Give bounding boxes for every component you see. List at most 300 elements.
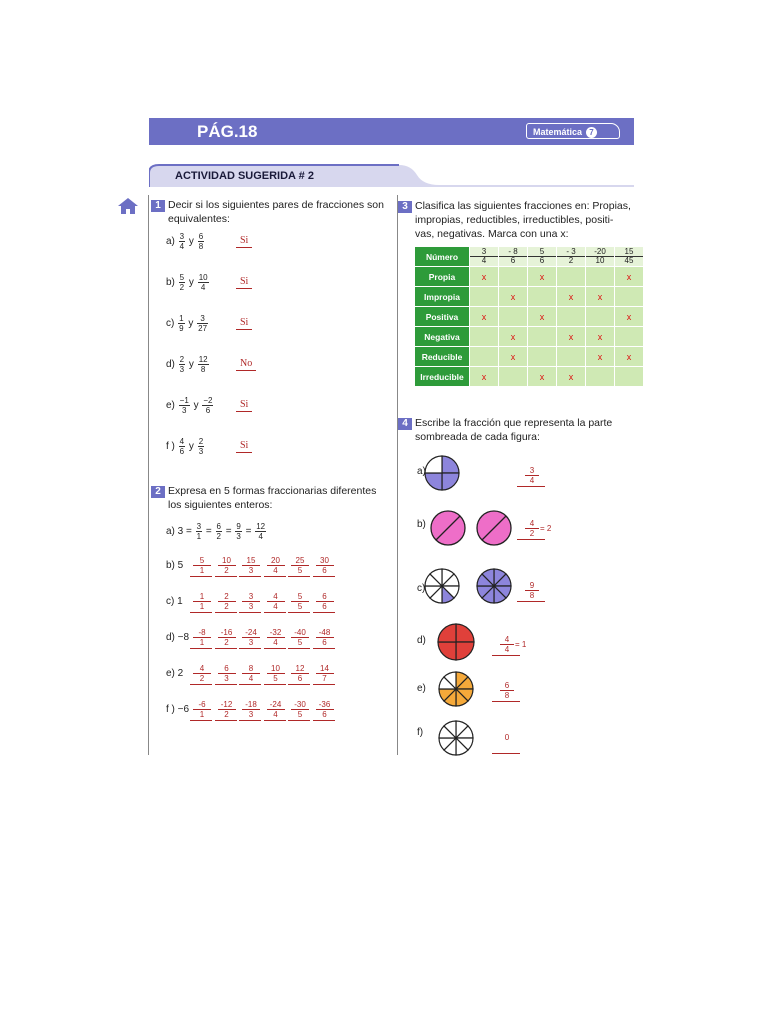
q2-example-fraction-den: 3 [236,532,241,541]
q1-fraction-b-num: 10 [198,273,208,282]
q2-answer-num: 20 [267,556,285,566]
q2-answer-fraction [218,556,236,575]
table-row-header: Reducible [415,347,470,367]
q4-answer-den: 8 [504,691,510,700]
table-cell-mark: x [499,327,528,347]
table-row [415,307,644,327]
subject-label: Matemática [533,127,583,137]
q2-answer-underline [215,648,237,649]
q4-answer-num: 4 [525,519,539,529]
q1-fraction-a-den: 4 [179,242,185,251]
table-cell-mark [470,327,499,347]
q2-answer-fraction [193,628,211,647]
q1-fraction-a-num: 5 [179,273,185,282]
q1-line1: Decir si los siguientes pares de fracciones son [168,199,384,211]
q1-answer: Si [236,235,252,248]
q2-answer-fraction [316,628,334,647]
q1-answer: No [236,358,256,371]
q2-example-fraction-den: 2 [216,532,221,541]
q1-fraction-b-den: 4 [200,283,206,292]
q2-answer-underline [313,684,335,685]
q3-line1: Clasifica las siguientes fracciones en: Propias, [415,200,631,212]
column-fraction [528,248,556,265]
q1-item [166,273,210,292]
q2-row-label: f ) −6 [166,704,190,715]
equals-sign: = [242,526,255,538]
q1-item [166,437,205,456]
q2-answer-den: 5 [297,566,303,575]
q2-answer-num: 14 [316,664,334,674]
q1-item-label: e) [166,400,178,412]
q4-answer-underline [517,601,545,602]
q1-fraction-a-num: 4 [179,437,185,446]
q2-answer-fraction [193,592,211,611]
table-row-header: Positiva [415,307,470,327]
column-fraction-num: - 8 [499,248,527,257]
q4-answer-den: 2 [529,529,535,538]
table-column-fraction [528,247,557,267]
circle-halves-figure-2 [475,509,513,547]
q2-answer-den: 4 [248,674,254,683]
q2-answer-underline [190,612,212,613]
q2-answer-den: 2 [224,710,229,719]
q1-fraction-a [178,314,184,333]
q2-example [166,522,267,541]
q2-answer-den: 3 [248,638,254,647]
page-header [149,118,634,145]
table-cell-mark [586,367,615,387]
q2-answer-underline [313,720,335,721]
question-2-number: 2 [151,486,165,498]
q1-fraction-a [179,232,185,251]
q2-answer-num: 3 [242,592,260,602]
q2-answer-num: -30 [291,700,309,710]
circle-eighths-empty-figure [437,719,475,757]
table-cell-mark: x [528,307,557,327]
q1-fraction-b-num: 12 [198,355,208,364]
page-title: PÁG.18 [197,122,258,141]
q4-figure-label: f) [417,727,424,738]
table-row [415,367,644,387]
q4-answer-underline [517,486,545,487]
column-fraction [615,248,643,265]
column-fraction [557,248,585,265]
q1-fraction-a-num: 3 [179,232,185,241]
q2-answer-underline [264,648,286,649]
q2-answer-fraction [267,592,285,611]
table-cell-mark: x [470,307,499,327]
q1-fraction-a [179,396,190,415]
table-cell-mark [528,327,557,347]
column-fraction-den: 10 [595,256,605,265]
q4-answer-underline [517,539,545,540]
q2-answer-underline [313,576,335,577]
table-cell-mark: x [499,287,528,307]
q2-answer-fraction [218,700,236,719]
q2-answer-den: 2 [224,566,229,575]
q2-answer-underline [190,648,212,649]
table-cell-mark [615,367,644,387]
column-fraction-den: 6 [510,256,516,265]
table-cell-mark [586,267,615,287]
q2-line2: los siguientes enteros: [168,499,273,511]
q1-item-sep: y [186,236,197,248]
q2-example-fraction-num: 3 [196,522,202,531]
column-fraction-num: - 3 [557,248,585,257]
q2-answer-den: 6 [322,566,327,575]
table-column-fraction [499,247,528,267]
table-column-fraction [586,247,615,267]
q2-answer-underline [215,720,237,721]
question-2-text [168,484,376,512]
q2-answer-num: -18 [242,700,260,710]
q2-answer-fraction [242,664,260,683]
subject-number: 7 [586,127,597,138]
q2-answer-den: 3 [248,710,254,719]
table-cell-mark: x [557,367,586,387]
q1-fraction-a-num: 2 [179,355,185,364]
q2-answer-num: -24 [242,628,260,638]
table-cell-mark: x [470,267,499,287]
q2-answer-den: 2 [199,674,205,683]
q4-answer-extra: = 1 [515,640,527,649]
q2-example-fraction [196,522,202,541]
q1-fraction-a-num: 1 [179,314,184,323]
q2-answer-fraction [316,700,334,719]
subject-tab [526,123,620,139]
question-1-number: 1 [151,200,165,212]
q2-answer-den: 3 [248,602,254,611]
q4-answer-num: 4 [500,635,514,645]
table-row [415,267,644,287]
q1-fraction-b-den: 6 [205,406,211,415]
q1-item-label: a) [166,236,178,248]
q2-answer-den: 5 [297,602,303,611]
q4-answer-value: 0 [504,733,510,742]
q2-answer-underline [190,720,212,721]
q2-answer-num: 1 [193,592,211,602]
q2-answer-underline [288,684,310,685]
q2-example-fraction-den: 1 [196,532,202,541]
table-row-header: Impropia [415,287,470,307]
table-row [415,287,644,307]
table-cell-mark [499,367,528,387]
q2-answer-den: 7 [322,674,327,683]
q2-answer-den: 5 [297,638,303,647]
q2-answer-underline [190,576,212,577]
column-fraction-num: -20 [586,248,614,257]
q2-answer-num: -32 [267,628,285,638]
q4-answer-num: 3 [525,466,539,476]
circle-quarters-figure [423,454,461,492]
q2-answer-den: 2 [224,602,229,611]
column-fraction [499,248,527,265]
q2-answer-num: 4 [267,592,285,602]
q1-fraction-b [197,314,208,333]
q2-answer-num: 10 [267,664,285,674]
q1-fraction-b-den: 8 [198,242,204,251]
q2-example-fraction-num: 6 [216,522,221,531]
q2-answer-den: 6 [322,638,327,647]
q2-answer-den: 6 [322,602,327,611]
q2-answer-underline [264,612,286,613]
column-fraction [586,248,614,265]
table-row-header: Propia [415,267,470,287]
q2-example-fraction [235,522,241,541]
table-row-header: Irreducible [415,367,470,387]
q2-answer-num: 25 [291,556,309,566]
q4-answer-num: 6 [500,681,514,691]
table-cell-mark: x [586,287,615,307]
q2-answer-num: -24 [267,700,285,710]
q1-fraction-a [179,437,185,456]
q1-item-label: d) [166,359,178,371]
q2-row-label: e) 2 [166,668,184,679]
table-cell-mark: x [528,367,557,387]
q2-answer-den: 4 [273,602,278,611]
q2-example-fraction-num: 12 [256,522,266,531]
table-cell-mark [586,307,615,327]
q2-answer-underline [215,612,237,613]
q2-example-fraction [216,522,222,541]
classification-table [414,246,644,387]
column-fraction-num: 15 [615,248,643,257]
q2-answer-fraction [316,664,334,683]
q2-answer-fraction [218,628,236,647]
q2-answer-num: -12 [218,700,236,710]
q2-answer-underline [215,684,237,685]
q1-fraction-a-den: 3 [179,365,185,374]
q1-fraction-b-num: 3 [197,314,208,324]
q2-answer-underline [264,684,286,685]
q2-answer-underline [264,720,286,721]
table-cell-mark: x [615,347,644,367]
table-cell-mark [470,347,499,367]
q1-answer: Si [236,317,252,330]
q4-figure-label: c) [417,583,426,594]
table-cell-mark: x [615,307,644,327]
q1-fraction-b-num: 6 [198,232,204,241]
circle-eighths-figure-2 [475,567,513,605]
q2-answer-fraction [193,556,211,575]
q2-answer-num: 6 [218,664,236,674]
q2-answer-num: 6 [316,592,334,602]
circle-eighths-figure [423,567,461,605]
q4-figure-label: e) [417,683,426,694]
q1-fraction-a [179,355,185,374]
column-fraction [470,248,498,265]
equals-sign: = [222,526,235,538]
q2-answer-underline [264,576,286,577]
circle-halves-figure [429,509,467,547]
q2-answer-underline [288,720,310,721]
q1-fraction-a-den: 2 [179,283,185,292]
q1-answer: Si [236,399,252,412]
q1-item-sep: y [186,441,197,453]
q1-answer: Si [236,440,252,453]
q1-answer: Si [236,276,252,289]
q4-line1: Escribe la fracción que representa la parte [415,417,613,429]
q1-item-sep: y [186,277,197,289]
q2-answer-fraction [267,556,285,575]
q1-fraction-b-den: 27 [198,324,208,333]
question-3-text [415,199,631,241]
q4-answer-underline [492,701,520,702]
table-cell-mark [499,307,528,327]
q2-answer-den: 6 [297,674,303,683]
column-fraction-num: 3 [470,248,498,257]
q3-line2: impropias, reductibles, irreductibles, positi- [415,214,614,226]
q1-fraction-b [198,232,204,251]
table-cell-mark [499,267,528,287]
q2-answer-underline [239,612,261,613]
table-cell-mark [470,287,499,307]
q4-answer-underline [492,655,520,656]
column-fraction-den: 4 [481,256,487,265]
table-row [415,327,644,347]
q4-answer-underline [492,753,520,754]
table-cell-mark: x [557,287,586,307]
table-cell-mark [528,287,557,307]
q2-answer-num: -40 [291,628,309,638]
q1-fraction-b-num: −2 [203,396,213,405]
q2-answer-num: -6 [193,700,211,710]
q2-answer-fraction [291,664,309,683]
q2-answer-fraction [291,556,309,575]
q1-item-label: b) [166,277,178,289]
q2-answer-underline [313,612,335,613]
q2-answer-num: -48 [316,628,334,638]
q4-line2: sombreada de cada figura: [415,431,540,443]
table-cell-mark: x [586,347,615,367]
q1-item [166,314,209,333]
q1-fraction-a-den: 9 [179,324,184,333]
q2-example-fraction-den: 4 [258,532,263,541]
q4-figure-label: d) [417,635,426,646]
home-icon[interactable] [117,197,139,215]
q1-line2: equivalentes: [168,213,230,225]
q1-fraction-a [179,273,185,292]
table-cell-mark: x [470,367,499,387]
q1-fraction-a-den: 6 [179,447,185,456]
q2-answer-fraction [218,664,236,683]
q2-answer-underline [239,576,261,577]
q2-answer-underline [288,648,310,649]
table-cell-mark: x [528,267,557,287]
q1-item [166,396,214,415]
circle-quarters-red-figure [436,622,476,662]
q2-answer-fraction [267,628,285,647]
circle-eighths-orange-figure [437,670,475,708]
q1-fraction-b-num: 2 [198,437,204,446]
q2-example-label: a) 3 = [166,526,195,538]
q2-answer-num: 15 [242,556,260,566]
q2-example-fraction [255,522,266,541]
q2-answer-fraction [193,700,211,719]
column-fraction-den: 6 [539,256,545,265]
q2-answer-den: 1 [199,602,205,611]
column-fraction-num: 5 [528,248,556,257]
q2-answer-num: -36 [316,700,334,710]
q1-item [166,355,210,374]
q2-answer-num: -16 [218,628,236,638]
q4-answer-fraction [500,733,514,742]
q2-answer-underline [313,648,335,649]
q2-row-label: b) 5 [166,560,184,571]
q2-answer-underline [190,684,212,685]
q2-answer-den: 4 [273,566,278,575]
q2-answer-num: 4 [193,664,211,674]
q2-answer-den: 3 [248,566,254,575]
q2-answer-fraction [242,556,260,575]
q2-answer-den: 5 [273,674,278,683]
q1-fraction-a-den: 3 [182,406,187,415]
table-cell-mark [615,287,644,307]
column-fraction-den: 2 [568,256,574,265]
q2-answer-num: 5 [193,556,211,566]
q2-answer-fraction [316,556,334,575]
q4-answer-den: 4 [504,645,510,654]
table-cell-mark [557,267,586,287]
q1-item-sep: y [190,400,202,412]
q2-answer-fraction [291,700,309,719]
center-column-rule [397,195,398,755]
q1-fraction-b [202,396,213,415]
table-row [415,247,644,267]
q2-answer-fraction [316,592,334,611]
q2-answer-underline [288,612,310,613]
q4-answer-den: 4 [529,476,535,485]
q4-answer-extra: = 2 [540,524,552,533]
q2-example-fraction-num: 9 [236,522,241,531]
q2-answer-den: 3 [224,674,229,683]
q2-answer-num: 30 [316,556,334,566]
table-cell-mark: x [615,267,644,287]
q2-answer-den: 1 [199,710,205,719]
q2-answer-fraction [193,664,211,683]
q2-answer-den: 6 [322,710,327,719]
table-cell-mark [615,327,644,347]
question-1-text [168,198,384,226]
q2-answer-fraction [242,700,260,719]
q2-answer-den: 2 [224,638,229,647]
q1-item-label: c) [166,318,178,330]
q2-answer-fraction [267,664,285,683]
q2-answer-underline [215,576,237,577]
q2-answer-fraction [291,628,309,647]
table-column-fraction [470,247,499,267]
question-3-number: 3 [398,201,412,213]
q4-answer-fraction [500,681,514,700]
q2-answer-den: 5 [297,710,303,719]
table-column-fraction [615,247,644,267]
q2-answer-num: 2 [218,592,236,602]
q4-answer-fraction [500,635,514,654]
q4-answer-fraction [525,519,539,538]
q1-item-sep: y [185,318,197,330]
q2-answer-den: 1 [199,566,205,575]
q2-answer-den: 4 [273,710,278,719]
q2-answer-fraction [267,700,285,719]
q2-answer-num: 5 [291,592,309,602]
q4-answer-fraction [525,466,539,485]
question-4-text [415,416,612,444]
q2-answer-num: 8 [242,664,260,674]
q2-answer-fraction [242,592,260,611]
table-row-header: Número [415,247,470,267]
table-cell-mark [557,307,586,327]
q2-answer-fraction [291,592,309,611]
